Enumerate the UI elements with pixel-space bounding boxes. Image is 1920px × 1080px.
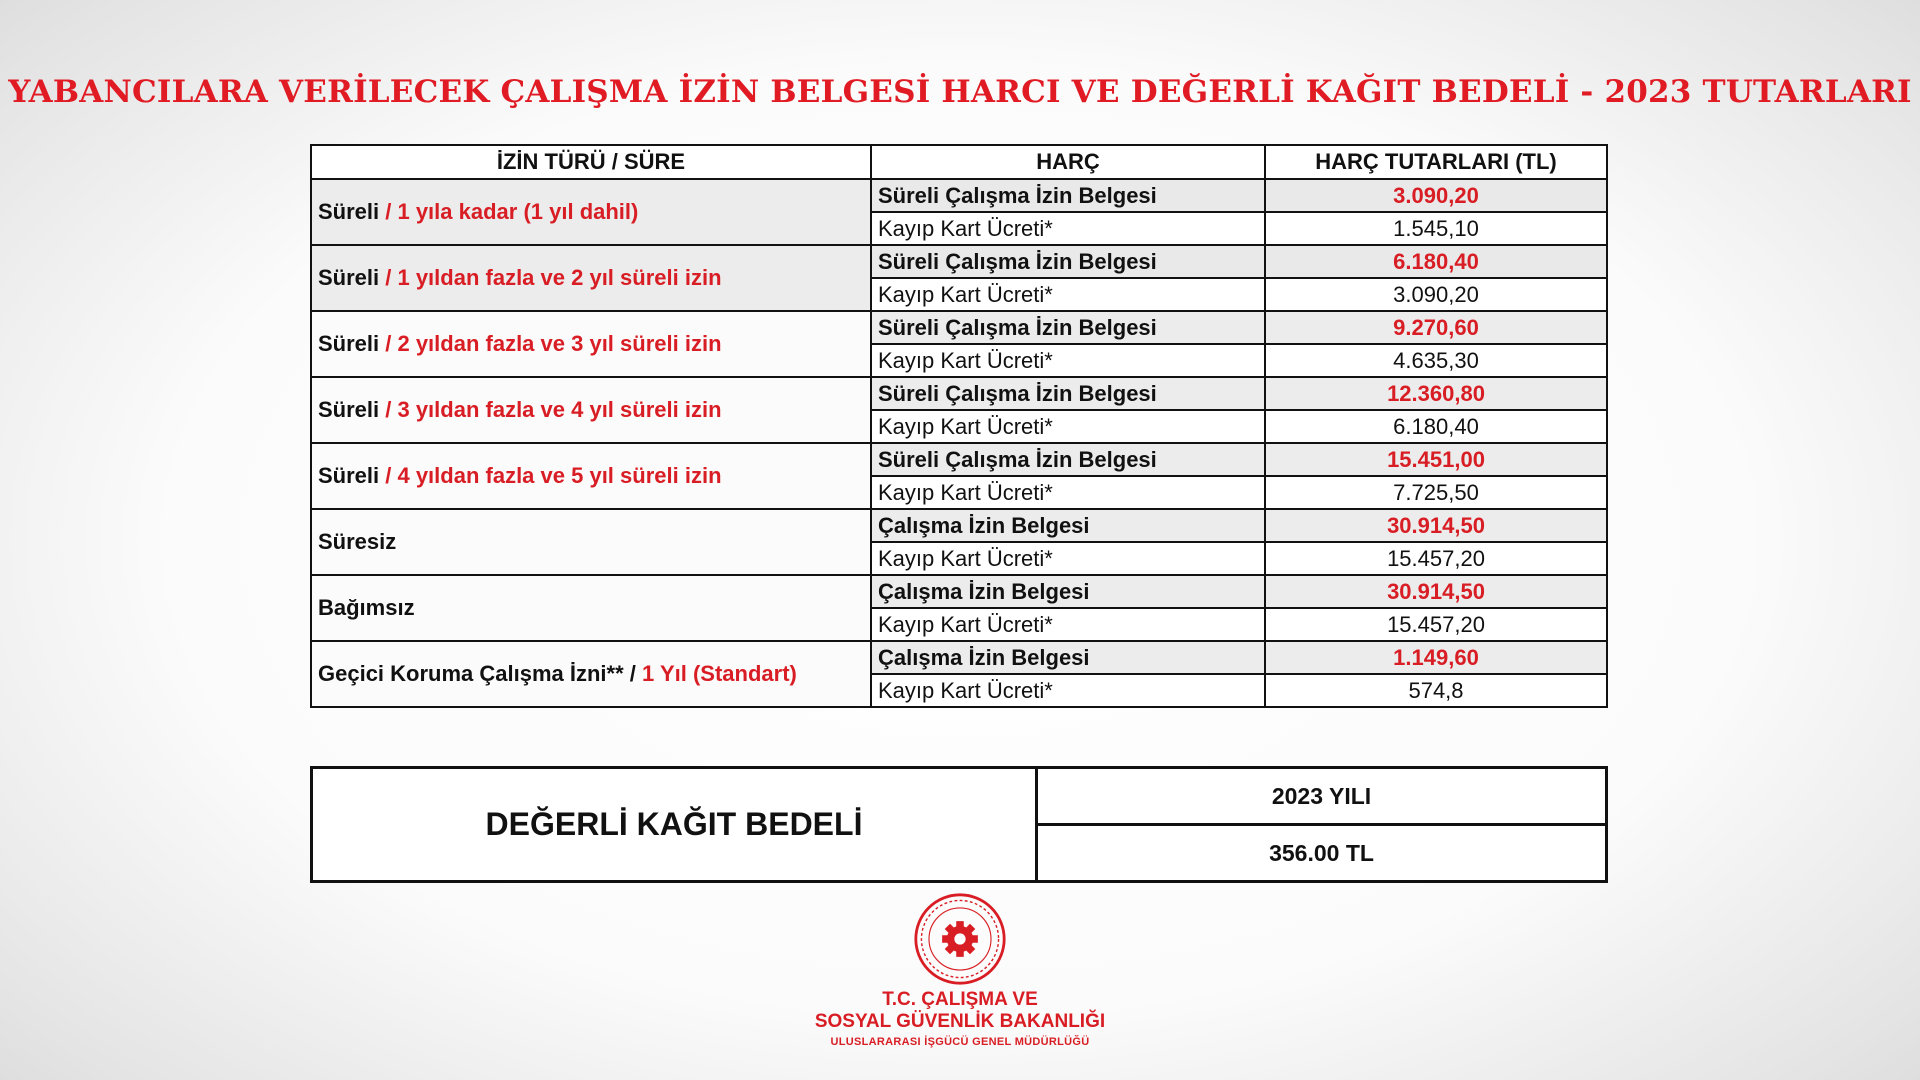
- permit-type-label: Süreli: [318, 199, 380, 224]
- table-row: [311, 641, 1607, 674]
- fee-amount: 6.180,40: [1265, 245, 1607, 278]
- table-row: [311, 377, 1607, 410]
- table-row: [311, 311, 1607, 344]
- ministry-emblem-icon: [913, 892, 1007, 986]
- permit-type-cell: [311, 377, 871, 443]
- permit-type-cell: [311, 245, 871, 311]
- permit-duration-label: / 2 yıldan fazla ve 3 yıl süreli izin: [379, 331, 722, 356]
- permit-type-label: Süreli: [318, 397, 380, 422]
- lost-card-fee-name: Kayıp Kart Ücreti*: [871, 212, 1265, 245]
- lost-card-fee-amount: 15.457,20: [1265, 542, 1607, 575]
- fee-amount: 9.270,60: [1265, 311, 1607, 344]
- permit-duration-label: / 1 yıldan fazla ve 2 yıl süreli izin: [379, 265, 722, 290]
- lost-card-fee-amount: 7.725,50: [1265, 476, 1607, 509]
- lost-card-fee-name: Kayıp Kart Ücreti*: [871, 410, 1265, 443]
- permit-type-cell: [311, 179, 871, 245]
- page-title: YABANCILARA VERİLECEK ÇALIŞMA İZİN BELGESİ HARCI VE DEĞERLİ KAĞIT BEDELİ - 2023 TUTARLARI: [8, 74, 1912, 110]
- table-row: [311, 245, 1607, 278]
- lost-card-fee-amount: 4.635,30: [1265, 344, 1607, 377]
- permit-type-label: Süresiz: [318, 529, 397, 554]
- lost-card-fee-amount: 6.180,40: [1265, 410, 1607, 443]
- fee-name: Çalışma İzin Belgesi: [871, 641, 1265, 674]
- directorate-name: ULUSLARARASI İŞGÜCÜ GENEL MÜDÜRLÜĞÜ: [830, 1036, 1090, 1048]
- header-permit-type: İZİN TÜRÜ / SÜRE: [311, 145, 871, 179]
- fee-name: Süreli Çalışma İzin Belgesi: [871, 311, 1265, 344]
- table-row: [311, 443, 1607, 476]
- header-fee-amount: HARÇ TUTARLARI (TL): [1265, 145, 1607, 179]
- fee-name: Süreli Çalışma İzin Belgesi: [871, 443, 1265, 476]
- table-row: [311, 179, 1607, 212]
- valuable-paper-table: [310, 766, 1608, 883]
- fee-amount: 15.451,00: [1265, 443, 1607, 476]
- fee-amount: 3.090,20: [1265, 179, 1607, 212]
- table-header-row: [311, 145, 1607, 179]
- lost-card-fee-name: Kayıp Kart Ücreti*: [871, 674, 1265, 707]
- lost-card-fee-name: Kayıp Kart Ücreti*: [871, 542, 1265, 575]
- ministry-name-line1: T.C. ÇALIŞMA VE: [882, 989, 1038, 1010]
- lost-card-fee-amount: 1.545,10: [1265, 212, 1607, 245]
- permit-duration-label: / 1 yıla kadar (1 yıl dahil): [379, 199, 639, 224]
- fee-name: Süreli Çalışma İzin Belgesi: [871, 245, 1265, 278]
- header-fee: HARÇ: [871, 145, 1265, 179]
- fee-name: Çalışma İzin Belgesi: [871, 509, 1265, 542]
- fee-name: Süreli Çalışma İzin Belgesi: [871, 179, 1265, 212]
- fee-amount: 12.360,80: [1265, 377, 1607, 410]
- permit-type-label: Geçici Koruma Çalışma İzni** /: [318, 661, 636, 686]
- permit-type-cell: [311, 311, 871, 377]
- lost-card-fee-name: Kayıp Kart Ücreti*: [871, 608, 1265, 641]
- fee-amount: 1.149,60: [1265, 641, 1607, 674]
- lost-card-fee-name: Kayıp Kart Ücreti*: [871, 476, 1265, 509]
- permit-duration-label: / 4 yıldan fazla ve 5 yıl süreli izin: [379, 463, 722, 488]
- permit-duration-label: / 3 yıldan fazla ve 4 yıl süreli izin: [379, 397, 722, 422]
- fee-name: Süreli Çalışma İzin Belgesi: [871, 377, 1265, 410]
- permit-type-cell: [311, 509, 871, 575]
- lost-card-fee-amount: 15.457,20: [1265, 608, 1607, 641]
- valuable-paper-year: 2023 YILI: [1037, 768, 1607, 825]
- lost-card-fee-amount: 3.090,20: [1265, 278, 1607, 311]
- table-row: [311, 509, 1607, 542]
- fee-name: Çalışma İzin Belgesi: [871, 575, 1265, 608]
- lost-card-fee-amount: 574,8: [1265, 674, 1607, 707]
- ministry-name-line2: SOSYAL GÜVENLİK BAKANLIĞI: [814, 1011, 1106, 1032]
- permit-type-cell: [311, 575, 871, 641]
- valuable-paper-label: DEĞERLİ KAĞIT BEDELİ: [312, 768, 1037, 882]
- fee-amount: 30.914,50: [1265, 509, 1607, 542]
- permit-type-cell: [311, 443, 871, 509]
- lost-card-fee-name: Kayıp Kart Ücreti*: [871, 278, 1265, 311]
- permit-type-cell: [311, 641, 871, 707]
- table-row: [311, 575, 1607, 608]
- fee-amount: 30.914,50: [1265, 575, 1607, 608]
- permit-type-label: Bağımsız: [318, 595, 415, 620]
- fee-table-body: [311, 179, 1607, 707]
- permit-duration-label: 1 Yıl (Standart): [635, 661, 797, 686]
- fee-table: [310, 144, 1608, 708]
- permit-type-label: Süreli: [318, 265, 380, 290]
- permit-type-label: Süreli: [318, 463, 380, 488]
- permit-type-label: Süreli: [318, 331, 380, 356]
- lost-card-fee-name: Kayıp Kart Ücreti*: [871, 344, 1265, 377]
- valuable-paper-value: 356.00 TL: [1037, 825, 1607, 882]
